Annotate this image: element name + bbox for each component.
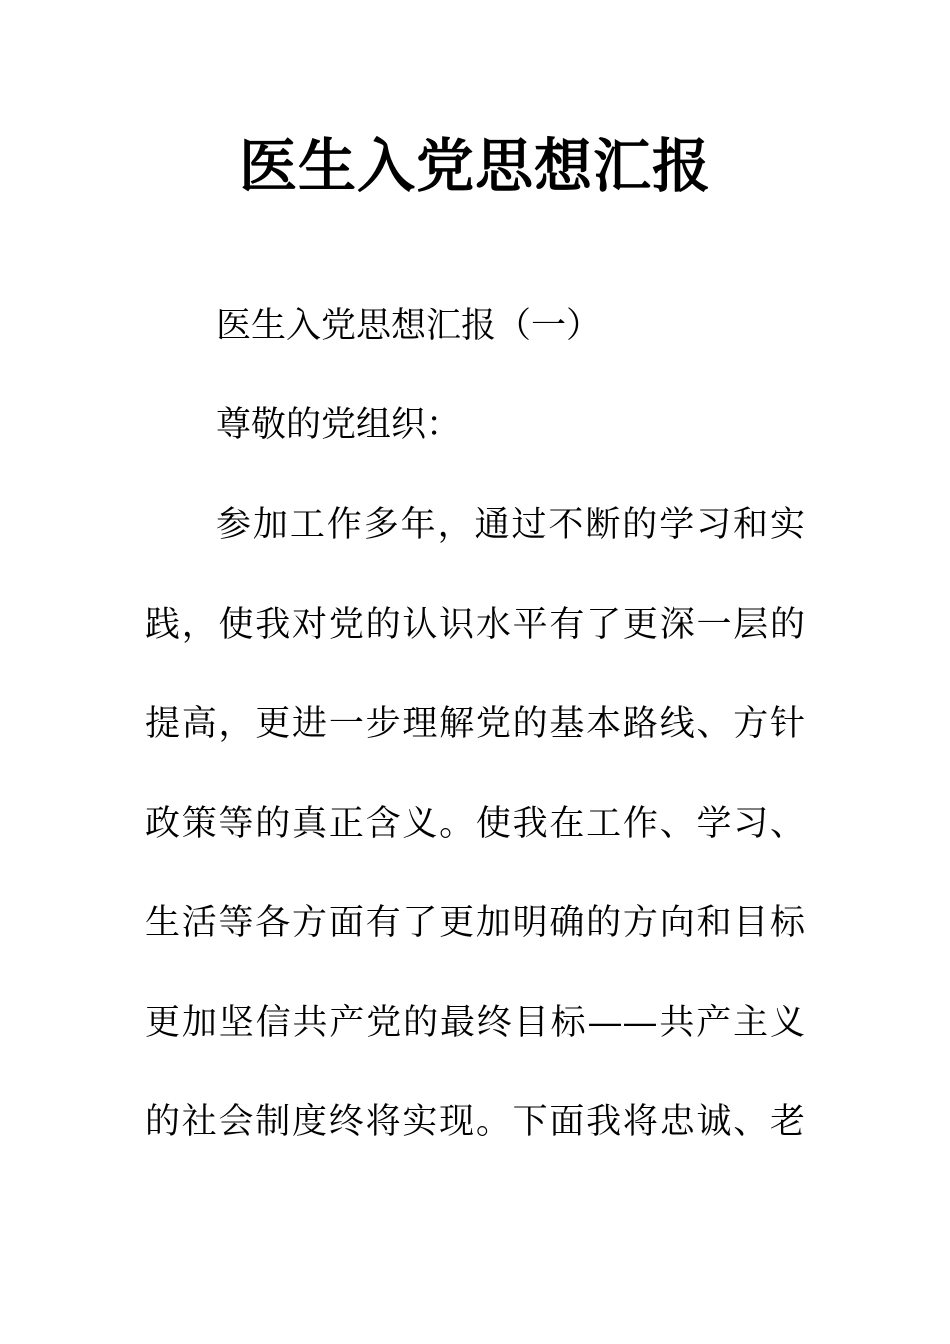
- body-line-5: 生活等各方面有了更加明确的方向和目标: [145, 903, 805, 943]
- body-line-6: 更加坚信共产党的最终目标——共产主义: [145, 1003, 805, 1043]
- salutation: 尊敬的党组织：: [216, 405, 462, 445]
- body-line-7: 的社会制度终将实现。下面我将忠诚、老: [145, 1102, 805, 1142]
- section-heading: 医生入党思想汇报（一）: [216, 306, 602, 346]
- body-line-2: 践，使我对党的认识水平有了更深一层的: [145, 605, 805, 645]
- body-line-1: 参加工作多年，通过不断的学习和实: [216, 505, 805, 545]
- body-line-4: 政策等的真正含义。使我在工作、学习、: [145, 804, 805, 844]
- body-line-3: 提高，更进一步理解党的基本路线、方针: [145, 704, 805, 744]
- document-title: 医生入党思想汇报: [238, 132, 711, 200]
